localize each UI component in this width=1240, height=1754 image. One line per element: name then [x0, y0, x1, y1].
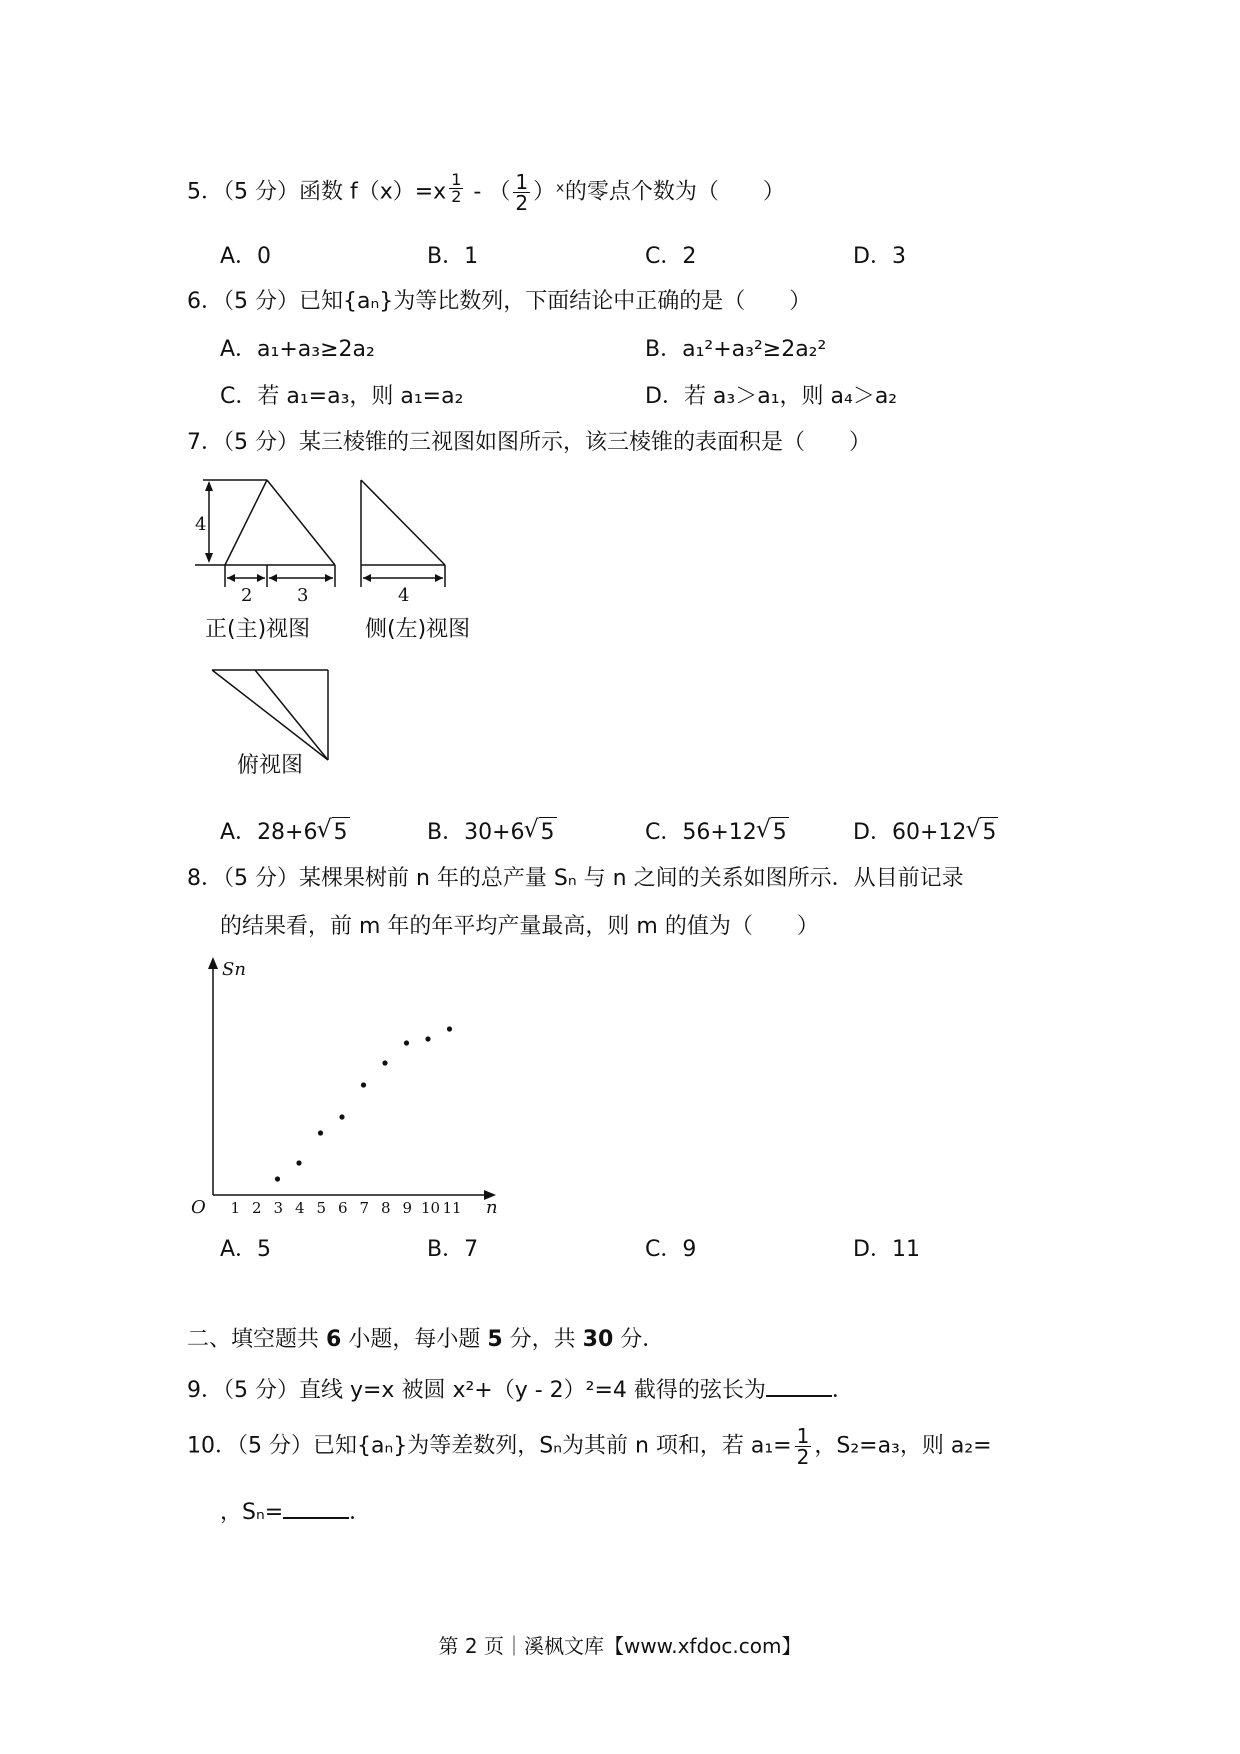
question-7-stem: 7．（5 分）某三棱锥的三视图如图所示，该三棱锥的表面积是（ ）	[187, 430, 871, 455]
q7-option-d: D．60+12√ 5	[853, 817, 998, 848]
x-tick-label: 11	[442, 1199, 462, 1215]
side-view-caption: 侧(左)视图	[365, 617, 471, 642]
origin-label: O	[191, 1197, 206, 1215]
top-view-caption: 俯视图	[237, 753, 304, 778]
a1-fraction: $\frac{1}{2}$	[796, 1424, 810, 1469]
data-point	[447, 1026, 452, 1031]
front-height-label: 4	[195, 514, 207, 535]
question-9-stem: 9．（5 分）直线 y=x 被圆 x²+（y - 2）²=4 截得的弦长为 ．	[187, 1373, 854, 1406]
q7-option-c: C．56+12√ 5	[645, 817, 789, 848]
q6-option-c: C．若 a₁=a₃，则 a₁=a₂	[220, 384, 464, 409]
q8-option-b: B．7	[427, 1237, 479, 1262]
question-10-stem: 10．（5 分）已知{aₙ}为等差数列，Sₙ为其前 n 项和，若 a₁= $\frac{1}{2}$ ，S₂=a₃，则 a₂=	[187, 1424, 992, 1469]
x-tick-label: 9	[402, 1199, 413, 1215]
answer-blank[interactable]	[283, 1495, 349, 1519]
front-view-caption: 正(主)视图	[205, 617, 311, 642]
sqrt-symbol: √ 5	[539, 817, 557, 848]
question-6-stem: 6．（5 分）已知{aₙ}为等比数列，下面结论中正确的是（ ）	[187, 289, 812, 314]
data-point	[275, 1176, 280, 1181]
question-5-stem: 5．（5 分）函数 f（x）=x $\frac{1}{2}$ - （ $\frac{1}{2}$ ）ˣ的零点个数为（ ）	[187, 170, 785, 215]
q6-option-b: B．a₁²+a₃²≥2a₂²	[645, 337, 827, 362]
q6-option-d: D．若 a₃＞a₁，则 a₄＞a₂	[645, 384, 898, 409]
data-point	[361, 1082, 366, 1087]
base-fraction: $\frac{1}{2}$	[515, 170, 529, 215]
data-point	[425, 1036, 430, 1041]
data-point	[404, 1040, 409, 1045]
x-tick-label: 7	[359, 1199, 370, 1215]
front-width-label-1: 2	[241, 585, 253, 606]
x-axis-label: n	[486, 1197, 498, 1215]
x-tick-label: 4	[295, 1199, 305, 1215]
q7-option-b: B．30+6√ 5	[427, 817, 557, 848]
q7-option-a: A．28+6√ 5	[220, 817, 350, 848]
sqrt-symbol: √ 5	[771, 817, 789, 848]
q6-option-a: A．a₁+a₃≥2a₂	[220, 337, 375, 362]
question-8-stem-line-1: 8．（5 分）某棵果树前 n 年的总产量 Sₙ 与 n 之间的关系如图所示．从目前记录	[187, 866, 964, 891]
question-8-stem-line-2: 的结果看，前 m 年的年平均产量最高，则 m 的值为（ ）	[220, 914, 819, 939]
front-width-label-2: 3	[297, 585, 309, 606]
data-point	[296, 1160, 301, 1165]
section-2-heading: 二、填空题共 6 小题，每小题 5 分，共 30 分．	[187, 1327, 665, 1352]
data-point	[382, 1060, 387, 1065]
x-tick-label: 5	[316, 1199, 327, 1215]
x-tick-label: 8	[381, 1199, 391, 1215]
q5-option-d: D．3	[853, 244, 906, 269]
x-tick-label: 1	[230, 1199, 241, 1215]
sqrt-symbol: √ 5	[332, 817, 350, 848]
q5-option-c: C．2	[645, 244, 697, 269]
q8-option-a: A．5	[220, 1237, 272, 1262]
x-tick-label: 2	[252, 1199, 262, 1215]
y-axis-label: Sn	[222, 959, 246, 980]
exponent-fraction: $\frac{1}{2}$	[451, 170, 462, 206]
q8-option-c: C．9	[645, 1237, 697, 1262]
sn-scatter-chart	[188, 955, 508, 1215]
x-tick-label: 3	[273, 1199, 284, 1215]
answer-blank[interactable]	[766, 1373, 832, 1397]
side-width-label: 4	[398, 585, 410, 606]
question-10-line-2: ，Sₙ= ．	[220, 1495, 371, 1528]
page-footer: 第 2 页｜溪枫文库【www.xfdoc.com】	[438, 1634, 802, 1658]
q5-option-a: A．0	[220, 244, 272, 269]
x-tick-label: 6	[338, 1199, 348, 1215]
sqrt-symbol: √ 5	[980, 817, 998, 848]
q8-option-d: D．11	[853, 1237, 920, 1262]
x-tick-label: 10	[421, 1199, 441, 1215]
data-point	[339, 1114, 344, 1119]
q5-option-b: B．1	[427, 244, 479, 269]
data-point	[318, 1130, 323, 1135]
